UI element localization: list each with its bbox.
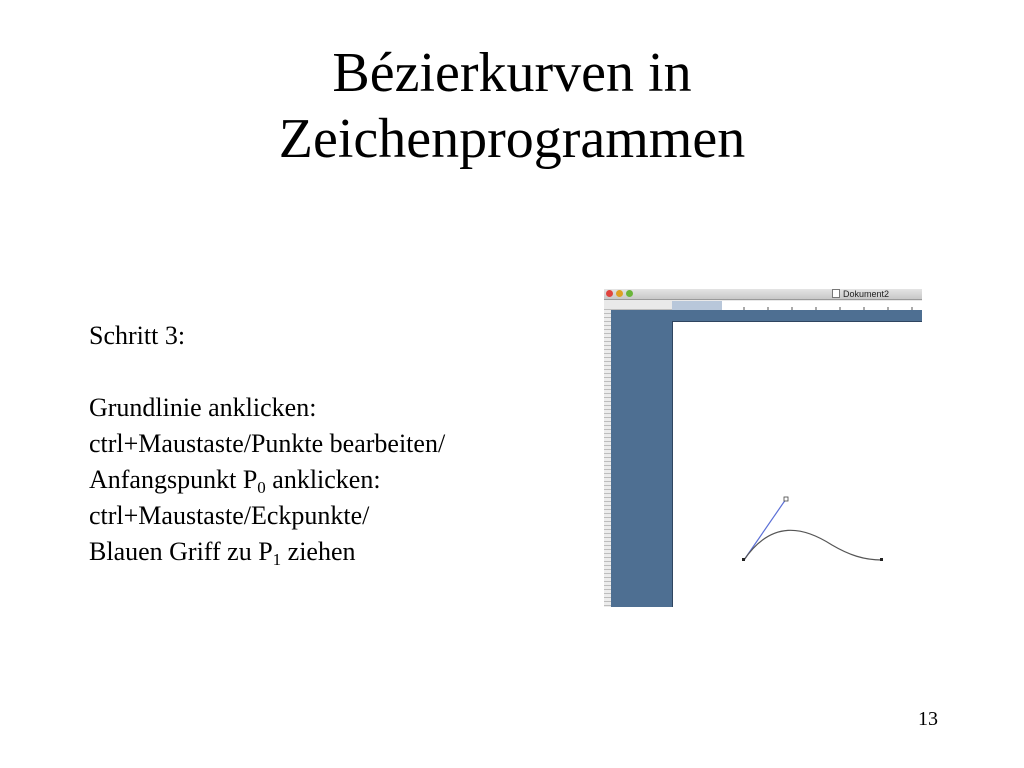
subscript-1: 1 (272, 550, 282, 569)
subscript-0: 0 (257, 478, 266, 497)
instruction-line-4: ctrl+Maustaste/Eckpunkte/ (89, 501, 370, 530)
title-line-2: Zeichenprogrammen (278, 108, 746, 170)
instruction-line-5 (89, 534, 589, 570)
app-screenshot (604, 289, 922, 607)
instruction-line-5-text: Blauen Griff zu P (89, 537, 273, 566)
instruction-line-5-rest: ziehen (281, 537, 356, 566)
bezier-curve-path (744, 530, 882, 560)
step-label: Schritt 3: (89, 321, 186, 350)
instruction-line-3-text: Anfangspunkt P (89, 465, 258, 494)
blank-line (89, 354, 589, 390)
instruction-line-2: ctrl+Maustaste/Punkte bearbeiten/ (89, 429, 446, 458)
instruction-line-3 (89, 462, 589, 498)
bezier-handle-point[interactable] (784, 497, 788, 501)
page-number: 13 (918, 708, 938, 730)
bezier-curve-drawing (604, 289, 922, 607)
instruction-line-1: Grundlinie anklicken: (89, 393, 317, 422)
slide-title (0, 40, 1024, 172)
instruction-line-3-rest: anklicken: (265, 465, 381, 494)
instruction-text (89, 318, 589, 570)
title-line-1: Bézierkurven in (332, 42, 692, 104)
window-title-text: Dokument2 (843, 289, 890, 299)
anchor-point-end[interactable] (880, 558, 883, 561)
anchor-point-p0[interactable] (742, 558, 745, 561)
